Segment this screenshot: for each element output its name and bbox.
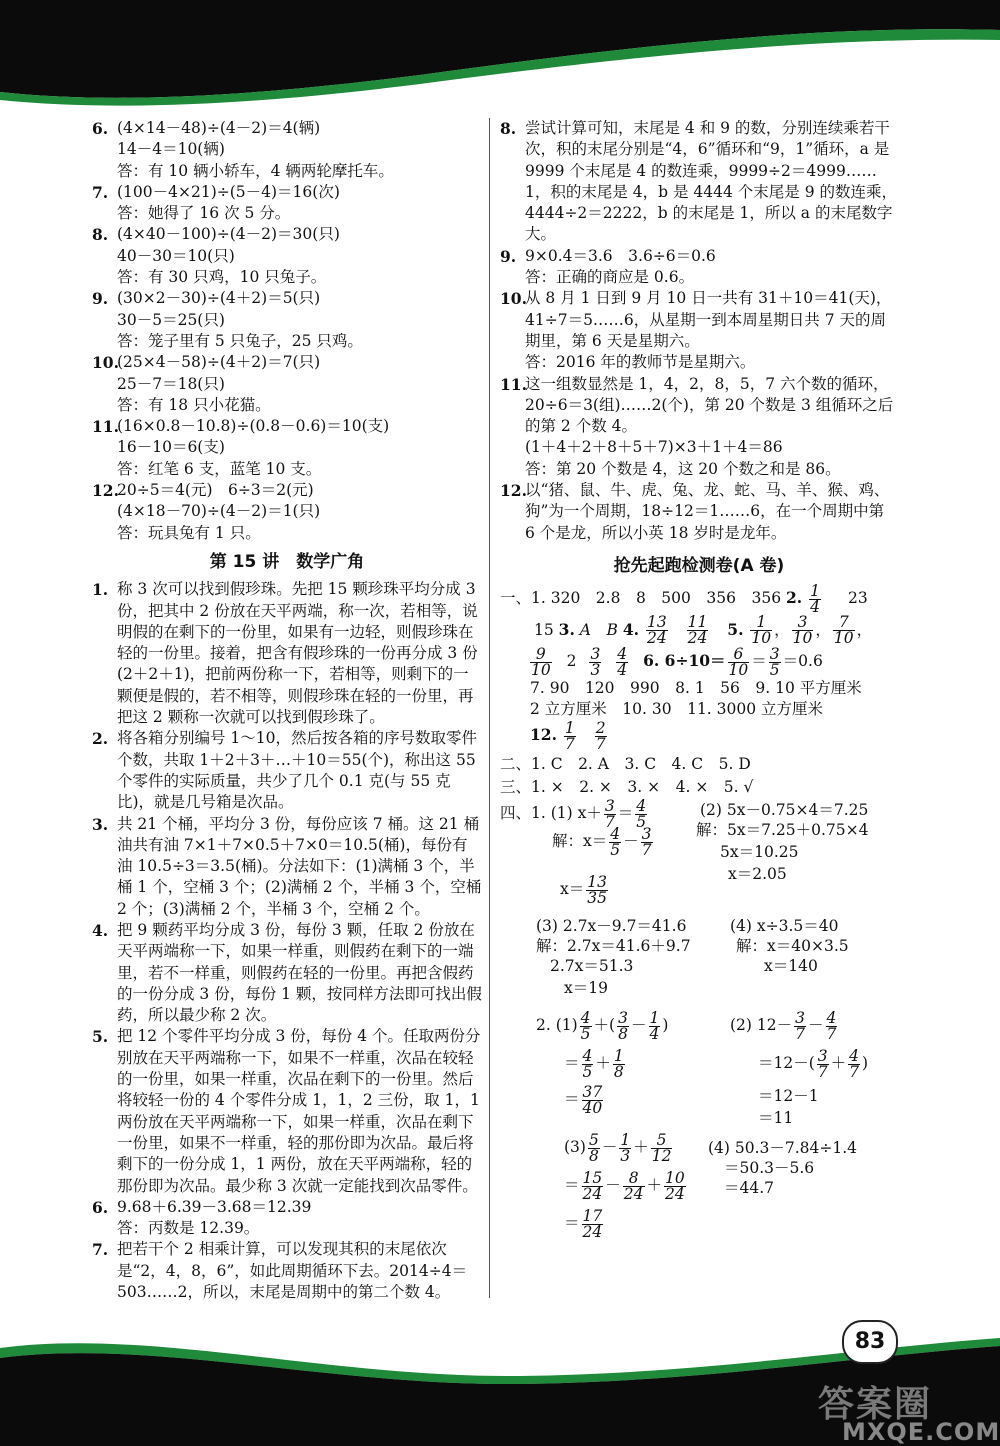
item-number: 4. bbox=[92, 920, 109, 940]
item-number: 11. bbox=[92, 417, 119, 437]
calc4-line1: (4) 50.3－7.84÷1.4 bbox=[708, 1139, 858, 1158]
fraction: $\frac{9}{10}$ bbox=[531, 644, 551, 679]
page-number: 83 bbox=[842, 1320, 898, 1364]
item-line: 这一组数显然是 1，4，2，8，5，7 六个数的循环，20÷6＝3(组)……2(个)，第 20 个数是 3 组循环之后的第 2 个数 4。 bbox=[525, 374, 894, 436]
item-number: 10. bbox=[92, 353, 119, 373]
fraction: $\frac{3}{5}$ bbox=[769, 644, 780, 679]
section-title-test-a: 抢先起跑检测卷(A 卷) bbox=[613, 555, 785, 576]
answer-item bbox=[500, 118, 898, 246]
part1-fill-blank bbox=[500, 583, 898, 752]
eq4-line2: 解：x＝40×3.5 bbox=[736, 937, 849, 956]
fraction: $\frac{1}{10}$ bbox=[751, 613, 772, 648]
fraction: $\frac{4}{7}$ bbox=[826, 1008, 837, 1043]
eq3-line4: x＝19 bbox=[564, 979, 608, 998]
eq4-line1: (4) x÷3.5＝40 bbox=[730, 917, 839, 936]
item-number: 11. bbox=[500, 374, 527, 394]
p1-r1-tail: 23 bbox=[847, 589, 868, 608]
calc4-line3: ＝44.7 bbox=[724, 1179, 775, 1198]
item-line: 30－5＝25(只) bbox=[117, 310, 225, 329]
item-line: 答：2016 年的教师节是星期六。 bbox=[525, 353, 756, 372]
fraction: $\frac{2}{7}$ bbox=[595, 718, 606, 753]
top-decorative-band bbox=[0, 0, 1000, 110]
item-number: 7. bbox=[92, 1240, 109, 1260]
fraction: $\frac{13}{24}$ bbox=[646, 613, 667, 648]
item-line: 从 8 月 1 日到 9 月 10 日一共有 31＋10＝41(天)，41÷7＝5……6，从星期一到本周星期日共 7 天的周期里，第 6 天是星期六。 bbox=[525, 289, 892, 350]
item-line: 把若干个 2 相乘计算，可以发现其积的末尾依次是“2，4，8，6”，如此周期循环下去。2014÷4＝503……2，所以，末尾是周期中的第二个数 4。 bbox=[117, 1240, 468, 1302]
part4-solve bbox=[500, 796, 898, 1241]
eq2-line2: 解：5x＝7.25＋0.75×4 bbox=[696, 821, 869, 840]
part1-row6: 12. $\frac{1}{7}$ $\frac{2}{7}$ bbox=[530, 718, 606, 753]
item-line: 14－4＝10(辆) bbox=[117, 140, 225, 159]
right-answer-list bbox=[500, 118, 898, 544]
calc2-line2: ＝12－( $\frac{3}{7}$ ＋ $\frac{4}{7}$ ) bbox=[758, 1046, 869, 1081]
fraction: $\frac{4}{5}$ bbox=[580, 1008, 591, 1043]
fraction: $\frac{4}{5}$ bbox=[636, 796, 647, 831]
item-line: 答：有 30 只鸡，10 只兔子。 bbox=[117, 268, 327, 287]
answer-item bbox=[92, 118, 482, 182]
answer-item bbox=[500, 246, 898, 289]
item-number: 9. bbox=[500, 246, 517, 266]
item-number: 10. bbox=[500, 289, 527, 309]
fraction: $\frac{13}{35}$ bbox=[587, 872, 607, 907]
item-number: 1. bbox=[92, 580, 109, 600]
part1-row5: 2 立方厘米 10. 30 11. 3000 立方厘米 bbox=[530, 700, 824, 719]
watermark-logo-text: 答案圈 bbox=[818, 1384, 933, 1425]
item-line: 16－10＝6(支) bbox=[117, 438, 225, 457]
fraction: $\frac{1}{8}$ bbox=[613, 1046, 624, 1081]
item-line: 答：有 10 辆小轿车，4 辆两轮摩托车。 bbox=[117, 161, 394, 180]
fraction: $\frac{4}{5}$ bbox=[582, 1046, 593, 1081]
fraction: $\frac{4}{4}$ bbox=[617, 644, 628, 679]
answer-item bbox=[92, 224, 482, 288]
item-number: 12. bbox=[92, 481, 119, 501]
fraction: $\frac{4}{5}$ bbox=[610, 824, 621, 859]
item-line: 以“猪、鼠、牛、虎、兔、龙、蛇、马、羊、猴、鸡、狗”为一个周期，18÷12＝1……6，在一个周期中第 6 个是龙，所以小英 18 岁时是龙年。 bbox=[525, 481, 890, 542]
answer-item bbox=[92, 480, 482, 544]
answer-item bbox=[92, 1239, 482, 1303]
item-line: 40－30＝10(只) bbox=[117, 246, 235, 265]
calc2-line3: ＝12－1 bbox=[758, 1087, 819, 1106]
fraction: $\frac{11}{24}$ bbox=[687, 613, 708, 648]
answer-item bbox=[92, 1197, 482, 1240]
answer-item bbox=[92, 814, 482, 920]
item-line: 答：正确的商应是 0.6。 bbox=[525, 268, 695, 287]
item-line: (1＋4＋2＋8＋5＋7)×3＋1＋4＝86 bbox=[525, 438, 783, 457]
answer-item bbox=[92, 182, 482, 225]
item-line: 20÷5＝4(元) 6÷3＝2(元) bbox=[117, 481, 314, 500]
item-line: 答：玩具兔有 1 只。 bbox=[117, 523, 261, 542]
item-line: 称 3 次可以找到假珍珠。先把 15 颗珍珠平均分成 3 份，把其中 2 份放在天平两端，称一次，若相等，说明假的在剩下的一份里，如果有一边轻，则假珍珠在轻的一份里。接着，把含有假珍珠的一份再分成 3 份(2＋2＋1)，把前两份称一下，若相等，则剩下的一颗便是假的，若不相等，则假珍珠在轻的一份里，再把这 2 颗称一次就可以找到假珍珠了。 bbox=[117, 580, 478, 727]
item-line: 共 21 个桶，平均分 3 份，每份应该 7 桶。这 21 桶油共有油 7×1＋7×0.5＋7×0＝10.5(桶)，每份有油 10.5÷3＝3.5(桶)。分法如下：(1)满桶 3 个，半桶 1 个，空桶 3 个；(2)满桶 2 个，半桶 3 个，空桶 2 个；(3)满桶 2 个，半桶 3 个，空桶 2 个。 bbox=[117, 814, 482, 918]
calc3-line3: ＝ $\frac{17}{24}$ bbox=[564, 1206, 603, 1241]
item-line: 答：丙数是 12.39。 bbox=[117, 1219, 260, 1238]
p1-r1-text: 一、1. 320 2.8 8 500 356 356 bbox=[500, 589, 782, 608]
item-line: 9.68＋6.39－3.68＝12.39 bbox=[117, 1197, 312, 1216]
item-line: 答：笼子里有 5 只兔子，25 只鸡。 bbox=[117, 331, 363, 350]
calc2-line4: ＝11 bbox=[758, 1109, 794, 1128]
column-divider bbox=[489, 118, 490, 1298]
fraction: $\frac{5}{12}$ bbox=[651, 1130, 672, 1165]
fraction: $\frac{3}{7}$ bbox=[795, 1008, 805, 1043]
eq1-line1: 四、1. (1) x＋ $\frac{3}{7}$ ＝ $\frac{4}{5}$ bbox=[500, 796, 647, 831]
fraction: $\frac{37}{40}$ bbox=[582, 1082, 603, 1117]
fraction: $\frac{3}{3}$ bbox=[590, 644, 601, 679]
item-line: 答：红笔 6 支，蓝笔 10 支。 bbox=[117, 459, 322, 478]
left-lecture-15-list bbox=[92, 579, 482, 1303]
answer-item bbox=[92, 416, 482, 480]
item-line: 答：第 20 个数是 4，这 20 个数之和是 86。 bbox=[525, 459, 841, 478]
fraction: $\frac{7}{10}$ bbox=[833, 613, 854, 648]
part2-choices: 二、1. C 2. A 3. C 4. C 5. D bbox=[500, 754, 751, 773]
part1-row3: $\frac{9}{10}$ 2 $\frac{3}{3}$ $\frac{4}{4}$ 6. 6÷10＝ $\frac{6}{10}$ ＝ $\frac{3}{5}$ ＝0.6 bbox=[531, 644, 823, 679]
eq4-line3: x＝140 bbox=[764, 957, 818, 976]
section-title-lecture-15: 第 15 讲 数学广角 bbox=[209, 551, 365, 572]
calc4-line2: ＝50.3－5.6 bbox=[724, 1159, 815, 1178]
fraction: $\frac{3}{7}$ bbox=[604, 796, 615, 831]
fraction: $\frac{6}{10}$ bbox=[728, 644, 749, 679]
eq2-line4: x＝2.05 bbox=[728, 865, 787, 884]
item-number: 3. bbox=[92, 814, 109, 834]
eq3-line3: 2.7x＝51.3 bbox=[550, 957, 634, 976]
fraction: $\frac{1}{4}$ bbox=[649, 1008, 660, 1043]
calc1-line1: 2. (1) $\frac{4}{5}$ ＋( $\frac{3}{8}$ － $\frac{1}{4}$ ) bbox=[536, 1008, 669, 1043]
item-line: (25×4－58)÷(4＋2)＝7(只) bbox=[117, 353, 321, 372]
fraction: $\frac{1}{7}$ bbox=[564, 718, 575, 753]
calc3-line1: (3) $\frac{5}{8}$ － $\frac{1}{3}$ ＋ $\frac{5}{12}$ bbox=[564, 1130, 672, 1165]
fraction: $\frac{15}{24}$ bbox=[582, 1168, 603, 1203]
fraction: $\frac{3}{7}$ bbox=[817, 1046, 828, 1081]
item-number: 12. bbox=[500, 481, 527, 501]
fraction: $\frac{8}{24}$ bbox=[623, 1168, 644, 1203]
item-line: (100－4×21)÷(5－4)＝16(次) bbox=[117, 182, 340, 201]
right-column bbox=[500, 118, 898, 1241]
eq3-line2: 解：2.7x＝41.6＋9.7 bbox=[536, 937, 691, 956]
answer-item bbox=[92, 728, 482, 813]
answer-item bbox=[92, 1026, 482, 1196]
fraction: $\frac{5}{8}$ bbox=[588, 1130, 599, 1165]
calc1-line3: ＝ $\frac{37}{40}$ bbox=[564, 1082, 603, 1117]
calc2-line1: (2) 12－ $\frac{3}{7}$ － $\frac{4}{7}$ bbox=[730, 1008, 837, 1043]
fraction: $\frac{10}{24}$ bbox=[665, 1168, 685, 1203]
item-number: 8. bbox=[92, 225, 109, 245]
item-number: 8. bbox=[500, 119, 517, 138]
part1-row1 bbox=[500, 583, 898, 615]
calc1-line2: ＝ $\frac{4}{5}$ ＋ $\frac{1}{8}$ bbox=[564, 1046, 624, 1081]
part1-row4: 7. 90 120 990 8. 1 56 9. 10 平方厘米 bbox=[530, 678, 862, 697]
p1-r1-num: 2. bbox=[786, 588, 803, 608]
left-answer-list bbox=[92, 118, 482, 544]
item-line: (16×0.8－10.8)÷(0.8－0.6)＝10(支) bbox=[117, 417, 390, 436]
part3-judgement: 三、1. × 2. × 3. × 4. × 5. √ bbox=[500, 778, 754, 797]
eq2-line3: 5x＝10.25 bbox=[720, 843, 799, 862]
answer-item bbox=[500, 480, 898, 544]
fraction: $\frac{4}{7}$ bbox=[849, 1046, 860, 1081]
part1-row2: 15 3. A B 4. $\frac{13}{24}$ $\frac{11}{24}$ 5. $\frac{1}{10}$ ， $\frac{3}{10}$ ， $\frac{7}{10}$ ， bbox=[534, 613, 873, 648]
calc3-line2: ＝ $\frac{15}{24}$ － $\frac{8}{24}$ ＋ $\frac{10}{24}$ bbox=[564, 1168, 685, 1203]
item-number: 2. bbox=[92, 729, 109, 749]
item-line: 答：她得了 16 次 5 分。 bbox=[117, 204, 291, 223]
item-line: 把 12 个零件平均分成 3 份，每份 4 个。任取两份分别放在天平两端称一下，如果不一样重，次品在较轻的一份里，如果一样重，次品在剩下的一份里。然后将较轻一份的 4 个零件分成 1，1，2 三份，取 1，1 两份放在天平两端称一下，如果一样重，次品在剩下一份里，如果不一样重，轻的那份即为次品。最后将剩下的一份分成 1，1 两份，放在天平两端称，轻的那份即为次品。最少称 3 次就一定能找到次品零件。 bbox=[117, 1027, 481, 1195]
item-line: (30×2－30)÷(4＋2)＝5(只) bbox=[117, 289, 321, 308]
eq1-line2: 解：x＝ $\frac{4}{5}$ － $\frac{3}{7}$ bbox=[552, 824, 652, 859]
eq3-line1: (3) 2.7x－9.7＝41.6 bbox=[536, 917, 687, 936]
fraction: $\frac{3}{10}$ bbox=[792, 613, 813, 648]
item-number: 6. bbox=[92, 1197, 109, 1217]
item-line: (4×14－48)÷(4－2)＝4(辆) bbox=[117, 119, 321, 137]
eq1-line3: x＝ $\frac{13}{35}$ bbox=[560, 872, 607, 907]
fraction: $\frac{1}{3}$ bbox=[620, 1130, 631, 1165]
item-line: 把 9 颗药平均分成 3 份，每份 3 颗，任取 2 份放在天平两端称一下，如果一样重，则假药在剩下的一端里，若不一样重，则假药在轻的一份里。再把含假药的一份分成 3 份，每份 1 颗，按同样方法即可找出假药，所以最少称 2 次。 bbox=[117, 920, 482, 1025]
answer-item bbox=[500, 374, 898, 480]
item-line: 25－7＝18(只) bbox=[117, 374, 225, 393]
left-column bbox=[92, 118, 482, 1303]
answer-item bbox=[92, 920, 482, 1026]
item-number: 7. bbox=[92, 182, 109, 202]
fraction: $\frac{3}{8}$ bbox=[618, 1008, 628, 1043]
answer-item bbox=[92, 579, 482, 728]
watermark-url: MXQE.COM bbox=[842, 1418, 1000, 1446]
item-line: (4×40－100)÷(4－2)＝30(只) bbox=[117, 225, 340, 244]
fraction: $\frac{17}{24}$ bbox=[582, 1206, 603, 1241]
item-number: 6. bbox=[92, 119, 109, 138]
item-line: 答：有 18 只小花猫。 bbox=[117, 395, 271, 414]
fraction: $\frac{1}{4}$ bbox=[810, 581, 821, 616]
item-number: 9. bbox=[92, 289, 109, 309]
eq2-line1: (2) 5x－0.75×4＝7.25 bbox=[700, 801, 869, 820]
answer-item bbox=[92, 288, 482, 352]
answer-item bbox=[500, 288, 898, 373]
item-line: (4×18－70)÷(4－2)＝1(只) bbox=[117, 502, 321, 521]
answer-item bbox=[92, 352, 482, 416]
item-line: 9×0.4＝3.6 3.6÷6＝0.6 bbox=[525, 246, 716, 265]
item-number: 5. bbox=[92, 1027, 109, 1047]
item-line: 将各箱分别编号 1～10，然后按各箱的序号数取零件个数，共取 1＋2＋3＋…＋10＝55(个)，称出这 55 个零件的实际质量，共少了几个 0.1 克(与 55 克比)，就是几号箱是次品。 bbox=[117, 729, 478, 812]
item-line: 尝试计算可知，末尾是 4 和 9 的数，分别连续乘若干次，积的末尾分别是“4，6”循环和“9，1”循环，a 是 9999 个末尾是 4 的数连乘，9999÷2＝4999……1，积的末尾是 4，b 是 4444 个末尾是 9 的数连乘，4444÷2＝2222，b 的末尾是 1，所以 a 的末尾数字大。 bbox=[525, 119, 898, 244]
fraction: $\frac{3}{7}$ bbox=[641, 824, 652, 859]
